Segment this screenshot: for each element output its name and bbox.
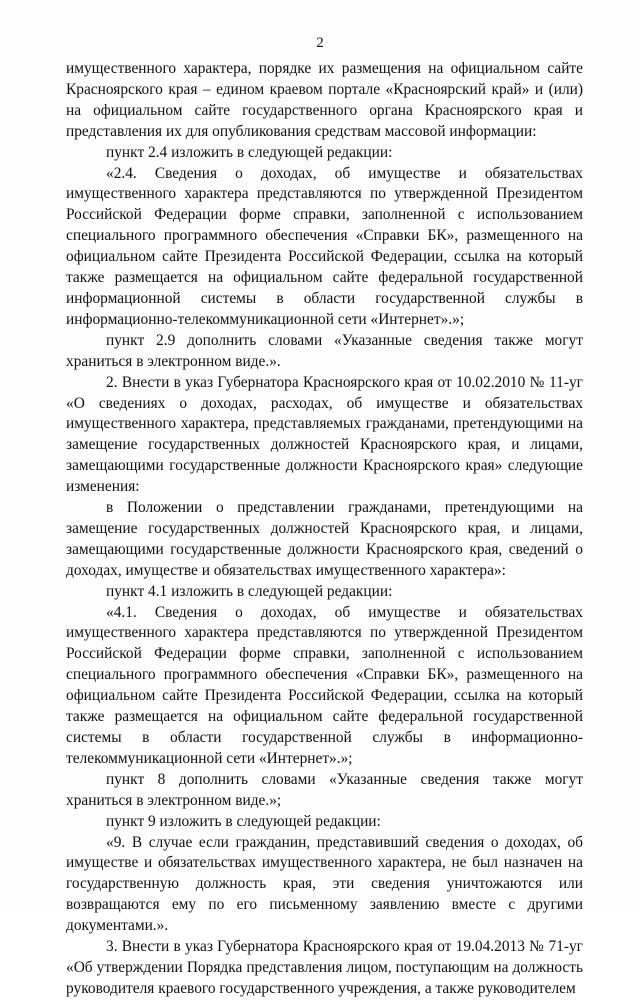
paragraph-2: пункт 2.4 изложить в следующей редакции: bbox=[106, 143, 393, 161]
paragraph-12: 3. Внести в указ Губернатора Красноярского края от 19.04.2013 № 71-уг «Об утверждении Порядка представления лицом, поступающим на должность руководителя краевого государственного учреждения, а также руководителем bbox=[66, 938, 583, 997]
paragraph-3: «2.4. Сведения о доходах, об имуществе и обязательствах имущественного характера представляются по утвержденной Президентом Российской Федерации форме справки, заполненной с использованием специального программного обеспечения «Справки БК», размещенного на официальном сайте Президента Российской Федерации, ссылка на который также размещается на официальном сайте федеральной государственной информационной системы в области государственной службы в информационно-телекоммуникационной сети «Интернет».»; bbox=[66, 164, 583, 328]
document-body bbox=[66, 59, 583, 1000]
paragraph-10: пункт 9 изложить в следующей редакции: bbox=[106, 812, 381, 830]
paragraph-4: пункт 2.9 дополнить словами «Указанные сведения также могут храниться в электронном виде.». bbox=[66, 331, 583, 370]
paragraph-8: «4.1. Сведения о доходах, об имуществе и обязательствах имущественного характера представляются по утвержденной Президентом Российской Федерации форме справки, заполненной с использованием специального программного обеспечения «Справки БК», размещенного на официальном сайте Президента Российской Федерации, ссылка на который также размещается на официальном сайте федеральной государственной системы в области государственной службы в информационно-телекоммуникационной сети «Интернет».»; bbox=[66, 603, 583, 767]
page-number: 2 bbox=[316, 35, 324, 51]
paragraph-5: 2. Внести в указ Губернатора Красноярского края от 10.02.2010 № 11-уг «О сведениях о доходах, расходах, об имуществе и обязательствах имущественного характера, представляемых гражданами, претендующими на замещение государственных должностей Красноярского края, и лицами, замещающими государственные должности Красноярского края» следующие изменения: bbox=[66, 373, 583, 496]
paragraph-7: пункт 4.1 изложить в следующей редакции: bbox=[106, 582, 393, 600]
paragraph-1: имущественного характера, порядке их размещения на официальном сайте Красноярского края – едином краевом портале «Красноярский край» и (или) на официальном сайте государственного органа Красноярского края и представления их для опубликования средствам массовой информации: bbox=[66, 60, 583, 140]
paragraph-6: в Положении о представлении гражданами, претендующими на замещение государственных должностей Красноярского края, и лицами, замещающими государственные должности Красноярского края, сведений о доходах, имуществе и обязательствах имущественного характера»: bbox=[66, 499, 583, 579]
paragraph-11: «9. В случае если гражданин, представивший сведения о доходах, об имуществе и обязательствах имущественного характера, не был назначен на государственную должность края, эти сведения уничтожаются или возвращаются ему по его письменному заявлению вместе с другими документами.». bbox=[66, 833, 583, 935]
paragraph-9: пункт 8 дополнить словами «Указанные сведения также могут храниться в электронном виде.»; bbox=[66, 770, 583, 809]
